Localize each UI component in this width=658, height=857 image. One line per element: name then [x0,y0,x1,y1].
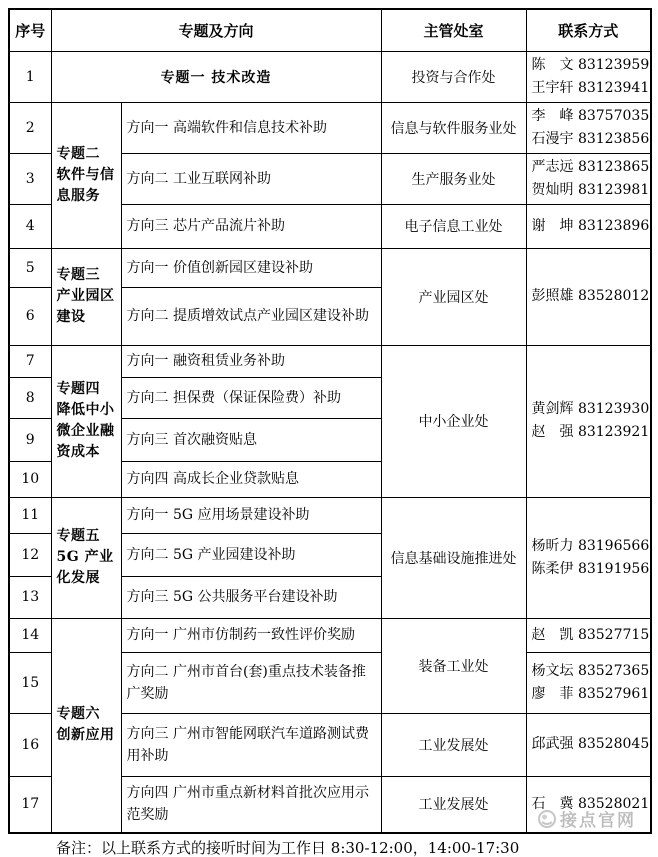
table-row [9,497,651,533]
header-dept: 主管处室 [381,9,526,51]
table-row [9,248,651,287]
row-no: 9 [9,418,51,461]
topic-group-name: 降低中小微企业融资成本 [56,402,115,460]
contact-cell [526,618,651,652]
row-no: 7 [9,345,51,377]
row-no: 17 [9,776,51,833]
department-cell: 信息基础设施推进处 [381,497,526,618]
contact-line: 李 峰 83757035 [531,107,650,124]
topic-group-cell [51,618,121,833]
contact-cell [526,248,651,345]
direction-cell: 方向二 广州市首台(套)重点技术装备推广奖励 [121,652,381,713]
contact-line: 廖 菲 83527961 [531,685,650,702]
direction-cell: 方向二 5G 产业园建设补助 [121,533,381,576]
row-no: 14 [9,618,51,652]
row-no: 13 [9,576,51,618]
table-row [9,102,651,153]
watermark-text: 接点官网 [560,811,636,831]
topic-group-cell [51,102,121,248]
direction-cell: 方向一 5G 应用场景建设补助 [121,497,381,533]
footer-note: 备注：以上联系方式的接听时间为工作日 8:30-12:00，14:00-17:30 [56,839,520,857]
department-cell: 中小企业处 [381,345,526,497]
direction-cell: 方向一 价值创新园区建设补助 [121,248,381,287]
table-row [9,51,651,102]
row-no: 15 [9,652,51,713]
contact-line: 赵 强 83123921 [531,424,650,440]
contact-line: 邱武强 83528045 [531,736,650,752]
topic-group-name: 5G 产业化发展 [56,549,114,586]
contact-line: 杨文坛 83527365 [531,662,650,679]
contact-cell [526,713,651,776]
row-no: 6 [9,287,51,345]
topic-group-label: 专题二 [56,145,100,162]
contact-cell [526,102,651,153]
header-no: 序号 [9,9,51,51]
topic-group-cell [51,497,121,618]
contact-cell [526,652,651,713]
topic-group-cell [51,345,121,497]
contact-directory-table [8,8,652,834]
table-row [9,345,651,377]
row-no: 2 [9,102,51,153]
department-cell: 装备工业处 [381,618,526,713]
contact-line: 石漫宇 83123856 [531,130,650,147]
contact-line: 杨昕力 83196566 [531,537,650,554]
direction-cell: 方向四 广州市重点新材料首批次应用示范奖励 [121,776,381,833]
contact-line: 谢 坤 83123896 [531,217,650,234]
topic-group-name: 创新应用 [56,727,115,744]
direction-cell: 方向二 工业互联网补助 [121,153,381,204]
contact-cell [526,153,651,204]
topic-group-label: 专题六 [56,706,100,723]
row-no: 16 [9,713,51,776]
contact-line: 严志远 83123865 [531,158,650,175]
contact-line: 彭照雄 83528012 [531,288,650,304]
header-contact: 联系方式 [526,9,651,51]
department-cell: 工业发展处 [381,776,526,833]
direction-cell: 方向一 高端软件和信息技术补助 [121,102,381,153]
row-no: 12 [9,533,51,576]
row-no: 1 [9,51,51,102]
topic-group-name: 产业园区建设 [56,288,115,325]
contact-cell [526,497,651,618]
header-topic: 专题及方向 [51,9,381,51]
row-no: 3 [9,153,51,204]
topic-group-label: 专题三 [56,267,100,283]
header-row [9,9,651,51]
contact-line: 贺灿明 83123981 [531,181,650,198]
contact-cell [526,204,651,248]
direction-cell: 方向一 广州市仿制药一致性评价奖励 [121,618,381,652]
direction-cell: 方向三 首次融资贴息 [121,418,381,461]
topic-group-name: 软件与信息服务 [56,166,115,204]
topic-group-label: 专题五 [56,528,100,544]
direction-cell: 方向三 广州市智能网联汽车道路测试费用补助 [121,713,381,776]
contact-line: 石 冀 83528021 [531,795,650,812]
contact-cell [526,51,651,102]
contact-line: 陈柔伊 83191956 [531,560,650,577]
topic-group-cell [51,248,121,345]
table-row [9,618,651,652]
direction-cell: 方向二 担保费（保证保险费）补助 [121,377,381,418]
contact-line: 王宇轩 83123941 [531,79,650,96]
row-no: 8 [9,377,51,418]
department-cell: 工业发展处 [381,713,526,776]
department-cell: 电子信息工业处 [381,204,526,248]
contact-cell [526,345,651,497]
contact-cell [526,776,651,833]
contact-line: 陈 文 83123959 [531,56,650,73]
direction-cell: 方向二 提质增效试点产业园区建设补助 [121,287,381,345]
row-no: 11 [9,497,51,533]
topic-group-label: 专题四 [56,381,100,397]
direction-cell: 方向三 5G 公共服务平台建设补助 [121,576,381,618]
direction-cell: 方向四 高成长企业贷款贴息 [121,461,381,497]
department-cell: 产业园区处 [381,248,526,345]
department-cell: 生产服务业处 [381,153,526,204]
department-cell: 信息与软件服务业处 [381,102,526,153]
row-no: 5 [9,248,51,287]
row-no: 4 [9,204,51,248]
contact-line: 黄剑辉 83123930 [531,401,650,417]
department-cell: 投资与合作处 [381,51,526,102]
topic-cell: 专题一 技术改造 [51,51,381,102]
row-no: 10 [9,461,51,497]
direction-cell: 方向三 芯片产品流片补助 [121,204,381,248]
contact-line: 赵 凯 83527715 [531,626,650,643]
direction-cell: 方向一 融资租赁业务补助 [121,345,381,377]
